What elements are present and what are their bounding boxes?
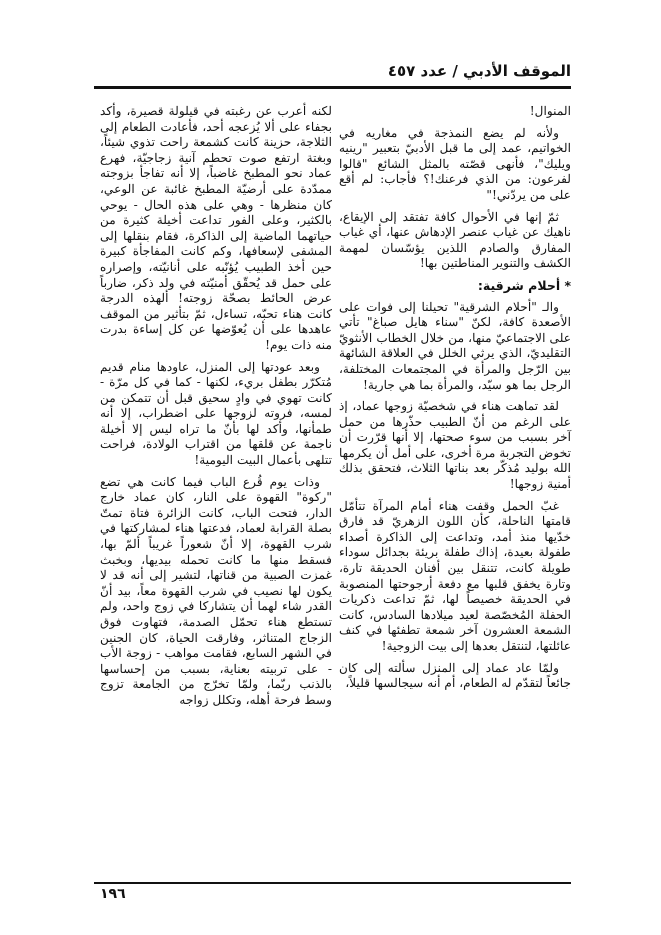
paragraph: وذات يوم قُرع الباب فيما كانت هي تضع "ركوة" القهوة على النار، كان عماد خارج الدار، فتحت الباب، كانت الزائرة فتاة تمتّ بصلة القرابة لعماد، فدعتها هناء لمشاركتها في شرب القهوة، إلا أنّ شعوراً غريباً ألمّ بها، فسقط منها ما كانت تحمله بيديها، وبخبث غمزت الصبية من قناتها، لتشير إلى أنه قد لا يكون لها نصيب في شرب القهوة معاً، بيد أنّ القدر شاء لهما أن يتشاركا في زوج واحد، ولم تستطع هناء تحمّل الصدمة، فتهاوت فوق الزجاج المتناثر، وفارقت الحياة، كان الجنين في الشهر السابع، فقامت مواهب - زوجة الأب - على تربيته بعناية، بسبب من إحساسها بالذنب ربّما، ولمّا تخرّج من الجامعة تزوج وسط فرحة أهله، وتكلل زواجه	[100, 474, 332, 707]
left-column	[100, 104, 332, 715]
paragraph: لقد تماهت هناء في شخصيّة زوجها عماد، إذ على الرغم من أنّ الطبيب حذّرها من حمل آخر بسبب من سوء صحتها، إلا أنها قرّرت أن تخوض التجربة مرة أخرى، على أمل أن يكرمها الله بوليد مُذكّر بعد بناتها الثلاث، فتحقق بذلك أمنية زوجها!	[339, 399, 571, 492]
paragraph: ثمّ إنها في الأحوال كافة تفتقد إلى الإيقاع، ناهيك عن غياب عنصر الإدهاش عنها، أي غياب المفارق والصادم اللذين يؤسّسان لمهمة الكشف والتنوير المناطتين بها!	[339, 209, 571, 271]
page-number: ١٩٦	[100, 886, 126, 902]
paragraph: وبعد عودتها إلى المنزل، عاودها منام قديم مُتكرّر بطفل بريء، لكنها - كما في كل مرّة - كانت تهوي في وادٍ سحيق قبل أن تتمكن من لمسه، فروته لزوجها على اضطراب، إلا أنه طمأنها، وأكد لها بأنّ ما تراه ليس إلا أخيلة ناجمة عن قلقها من اقتراب الولادة، فراحت تتلهى بأعمال البيت اليومية!	[100, 359, 332, 468]
section-heading: * أحلام شرقية:	[477, 277, 571, 293]
paragraph: والـ "أحلام الشرقية" تحيلنا إلى فوات على الأصعدة كافة، لكنّ "سناء هايل صباغ" تأتي على الاجتماعيّ منها، من خلال الخطاب الأنثويّ التقليديّ، الذي يرثي الخلل في العلاقة الشائهة بين الرّجل والمرأة في المجتمعات المختلفة، الرجل بما هو سيّد، والمرأة بما هي جارية!	[339, 299, 571, 392]
right-column	[339, 104, 571, 698]
footer-rule	[94, 882, 571, 884]
paragraph: ولأنه لم يضع النمذجة في مغاريه في الخواتيم، عمد إلى ما قبل الأدبيّ بتعبير "رينيه ويليك"، فأنهى قصّته بالمثل الشائع "قالوا لفرعون: من الذي فرعنك!؟ فأجاب: لم أقع على من يردّني!"	[339, 125, 571, 202]
paragraph: غبّ الحمل وقفت هناء أمام المرآة تتأمّل قامتها الناحلة، كأن اللون الزهريّ قد فارق خدّيها منذ أمد، وتداعت إلى الذاكرة أصداء طفولة بعيدة، إذاك طفلة بريئة بجدائل سوداء طويلة كانت، تتنقل بين أفنان الحديقة تارة، وتارة يخفق قلبها مع دفعة أرجوحتها المنصوبة في الحديقة خصيصاً لها، ثمّ تداعت ذكريات الحفلة المُخصّصة لعيد ميلادها السادس، كانت الشمعة العشرون آخر شمعة تطفئها في كنف عائلتها، لتنتقل بعدها إلى بيت الزوجية!	[339, 498, 571, 653]
paragraph: ولمّا عاد عماد إلى المنزل سألته إلى كان جائعاً لتقدّم له الطعام، أم أنه سيجالسها قليلاً،	[339, 660, 571, 691]
page-header	[94, 62, 571, 89]
journal-title: الموقف الأدبي / عدد ٤٥٧	[387, 62, 571, 80]
paragraph: لكنه أعرب عن رغبته في قيلولة قصيرة، وأكد بجفاء على ألا يُزعجه أحد، فأعادت الطعام إلى الثلاجة، حزينة كانت كشمعة راحت تذوي شيئاً، وبغتة ارتفع صوت تحطم آنية زجاجيّة، فهرع عماد نحو المطبخ غاضباً، إلا أنه تفاجأ بزوجته ممدّدة على أرضيّة المطبخ غائبة عن الوعي، كان منظرها - وهي على هذه الحال - يوحي بالكثير، وعلى الفور تداعت أخيلة كثيرة من حياتهما الماضية إلى الذاكرة، فقام بنقلها إلى المشفى لإسعافها، وكم كانت المفاجأة كبيرة حين أخذ الطبيب يُؤنّبه على أنانيّته، وإصراره على حمل قد يُحقّق أمنيّته في ولد ذكر، ضارباً عرض الحائط بصحّة زوجته! ألهذه الدرجة كانت هناء تحبّه، تساءل، ثمّ بتأثير من الموقف عاهدها على أن يُعوّضها عن كل إساءة بدرت منه ذات يوم!	[100, 104, 332, 352]
paragraph: المنوال!	[529, 104, 571, 118]
